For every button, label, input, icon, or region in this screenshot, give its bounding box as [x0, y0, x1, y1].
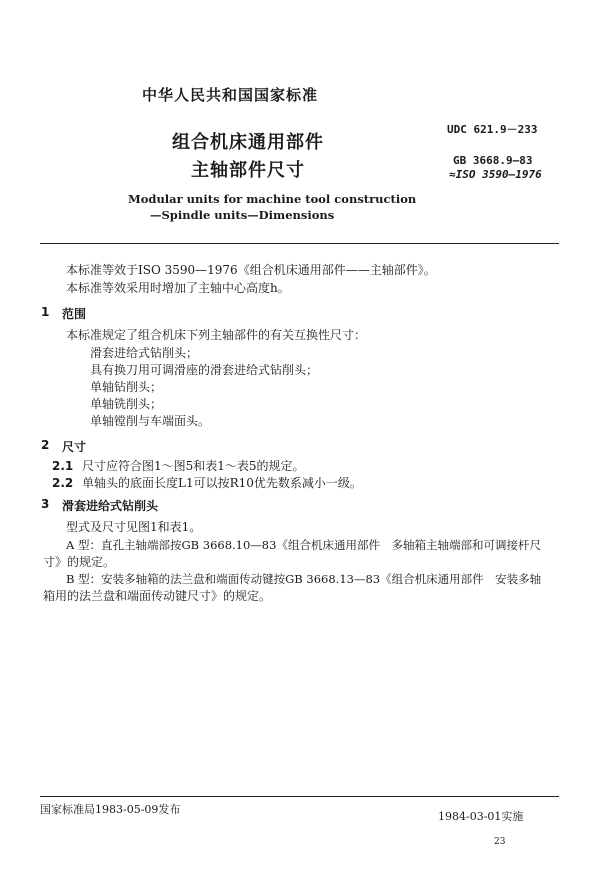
section3-paragraph3-line1: B 型：安装多轴箱的法兰盘和端面传动键按GB 3668.13—83《组合机床通用部件 安装多轴 [66, 572, 542, 586]
section3-paragraph2-line1: A 型：直孔主轴端部按GB 3668.10—83《组合机床通用部件 多轴箱主轴端部和可调接杆尺 [66, 538, 541, 552]
clause-text: 尺寸应符合图1～图5和表1～表5的规定。 [82, 459, 305, 473]
section3-title: 滑套进给式钻削头 [62, 499, 159, 513]
clause-text: 单轴头的底面长度L1可以按R10优先数系减小一级。 [82, 476, 362, 490]
gb-number: GB 3668.9—83 [453, 154, 533, 167]
english-title-line1: Modular units for machine tool construction [128, 192, 417, 206]
section3-paragraph3-line2: 箱用的法兰盘和端面传动键尺寸》的规定。 [43, 589, 272, 603]
country-standard-heading: 中华人民共和国国家标准 [142, 86, 319, 104]
effective-date: 1984-03-01实施 [438, 810, 524, 823]
clause-number: 2.1 [52, 459, 74, 473]
footer-divider [40, 796, 559, 797]
intro-line1: 本标准等效于ISO 3590—1976《组合机床通用部件——主轴部件》。 [66, 263, 436, 277]
list-item: 单轴镗削与车端面头。 [90, 414, 211, 428]
list-item: 单轴钻削头； [90, 380, 163, 394]
iso-equivalent: ≈ISO 3590—1976 [449, 168, 542, 181]
intro-line2: 本标准等效采用时增加了主轴中心高度h。 [66, 281, 290, 295]
clause-number: 2.2 [52, 476, 74, 490]
document-title-line2: 主轴部件尺寸 [191, 160, 305, 181]
page-number: 23 [494, 837, 506, 847]
list-item: 单轴铣削头； [90, 397, 163, 411]
issue-date: 国家标准局1983-05-09发布 [40, 803, 181, 816]
english-title-line2: —Spindle units—Dimensions [150, 208, 335, 222]
section1-number: 1 [41, 305, 50, 319]
section3-paragraph1: 型式及尺寸见图1和表1。 [66, 520, 202, 534]
udc-code: UDC 621.9－233 [447, 123, 538, 136]
section3-number: 3 [41, 497, 50, 511]
section3-paragraph2-line2: 寸》的规定。 [43, 555, 116, 569]
list-item: 具有换刀用可调滑座的滑套进给式钻削头； [90, 363, 319, 377]
list-item: 滑套进给式钻削头； [90, 346, 199, 360]
document-title-line1: 组合机床通用部件 [172, 132, 324, 153]
section1-lead: 本标准规定了组合机床下列主轴部件的有关互换性尺寸： [66, 328, 367, 342]
header-divider [40, 243, 559, 244]
section2-title: 尺寸 [62, 440, 87, 454]
section2-number: 2 [41, 438, 50, 452]
section1-title: 范围 [62, 307, 87, 321]
